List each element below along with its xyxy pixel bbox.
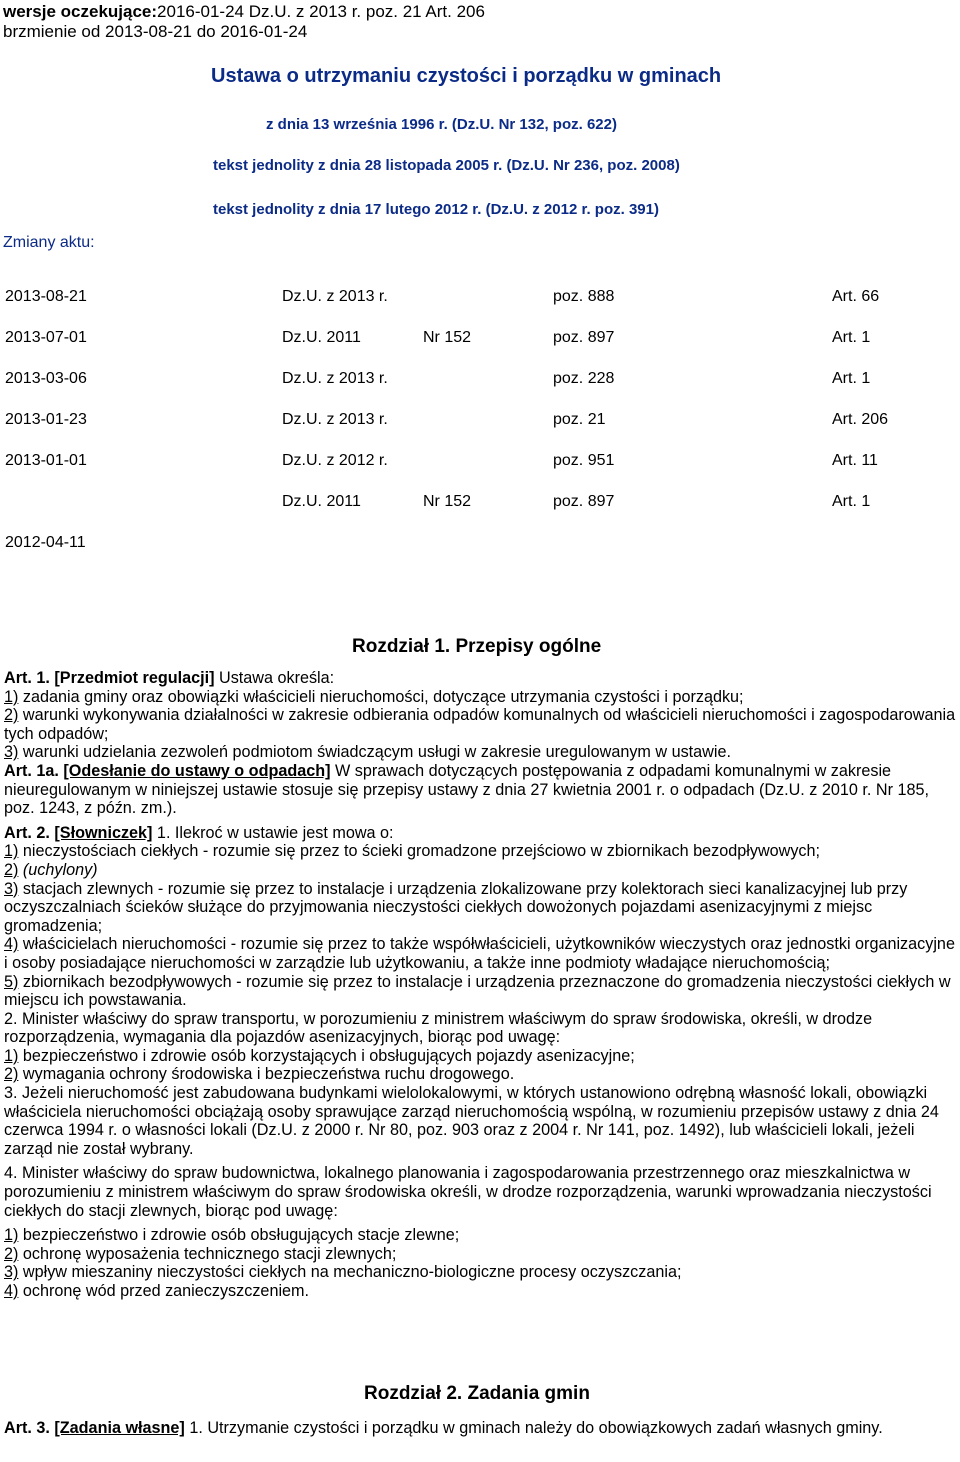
art-3-para (4, 1419, 958, 1438)
art-3-block (4, 1419, 958, 1438)
art-2-item (4, 880, 958, 936)
change-poz: poz. 21 (553, 411, 606, 428)
item-number: 2) (4, 860, 19, 879)
item-number: 1) (4, 1226, 19, 1245)
item-text: (uchylony) (18, 860, 98, 879)
chapter-2-heading: Rozdział 2. Zadania gmin (364, 1383, 590, 1404)
change-dz: Dz.U. z 2013 r. (282, 370, 388, 387)
item-number: 1) (4, 1046, 19, 1065)
subtitle-text-2012: tekst jednolity z dnia 17 lutego 2012 r. (Dz.U. z 2012 r. poz. 391) (213, 201, 659, 218)
item-text: bezpieczeństwo i zdrowie osób korzystających i obsługujących pojazdy asenizacyjne; (18, 1046, 635, 1065)
change-date: 2013-03-06 (5, 370, 87, 387)
item-text: warunki wykonywania działalności w zakresie odbierania odpadów komunalnych od właścicieli nieruchomości i zagospodarowania tych odpadów; (4, 706, 956, 743)
art-3-heading: [Zadania własne] (54, 1419, 185, 1437)
change-art: Art. 1 (832, 370, 871, 387)
art-2-intro: 1. Ilekroć w ustawie jest mowa o: (152, 823, 394, 842)
change-date: 2013-08-21 (5, 288, 87, 305)
art-2-number: Art. 2. (4, 823, 50, 842)
change-nr: Nr 152 (423, 493, 472, 510)
art-1a-number: Art. 1a. (4, 761, 59, 780)
change-dz: Dz.U. 2011 (282, 329, 361, 346)
change-poz: poz. 897 (553, 329, 615, 346)
art-2-p4-item (4, 1226, 958, 1245)
art-1a-heading: [Odesłanie do ustawy o odpadach] (63, 761, 331, 780)
subtitle-original: z dnia 13 września 1996 r. (Dz.U. Nr 132, poz. 622) (266, 116, 617, 133)
item-number: 5) (4, 972, 19, 991)
change-art: Art. 1 (832, 329, 871, 346)
change-nr: Nr 152 (423, 329, 472, 346)
change-dz: Dz.U. z 2013 r. (282, 411, 388, 428)
art-2-heading: [Słowniczek] (54, 823, 153, 842)
item-number: 1) (4, 687, 19, 706)
item-number: 4) (4, 935, 19, 954)
item-number: 3) (4, 743, 19, 762)
art-3-number: Art. 3. (4, 1419, 50, 1437)
item-text: właścicielach nieruchomości - rozumie się przez to także współwłaścicieli, użytkowników wieczystych oraz jednostki organizacyjne i osoby posiadające nieruchomości w zarządzie lub użytkowaniu, a także inne podmioty władające nieruchomością; (4, 935, 955, 972)
change-art: Art. 206 (832, 411, 889, 428)
change-poz: poz. 897 (553, 493, 615, 510)
item-text: warunki udzielania zezwoleń podmiotom świadczącym usługi w zakresie uregulowanym w ustawie. (18, 743, 731, 762)
art-2-p4-item (4, 1282, 958, 1301)
item-number: 2) (4, 1244, 19, 1263)
version-label: wersje oczekujące: (3, 2, 158, 21)
art-2-p2-item (4, 1065, 958, 1084)
item-number: 1) (4, 842, 19, 861)
art-2-p2: 2. Minister właściwy do spraw transportu, w porozumieniu z ministrem właściwym do spraw środowiska, określi, w drodze rozporządzenia, wymagania dla pojazdów asenizacyjnych, biorąc pod uwagę: (4, 1009, 873, 1047)
art-2-para (4, 824, 958, 843)
item-text: ochronę wyposażenia technicznego stacji zlewnych; (18, 1244, 397, 1263)
art-1-heading: [Przedmiot regulacji] (54, 669, 215, 687)
change-date: 2013-07-01 (5, 329, 87, 346)
item-text: zadania gminy oraz obowiązki właścicieli nieruchomości, dotyczące utrzymania czystości i porządku; (18, 687, 744, 706)
art-2-p4: 4. Minister właściwy do spraw budownictwa, lokalnego planowania i zagospodarowania przestrzennego oraz mieszkalnictwa w porozumieniu z ministrem właściwym do spraw środowiska określi, w drodze rozporządzenia, warunki wprowadzania nieczystości ciekłych do stacji zlewnych, biorąc pod uwagę: (4, 1164, 932, 1220)
item-number: 4) (4, 1282, 19, 1300)
item-text: stacjach zlewnych - rozumie się przez to instalacje i urządzenia zlokalizowane przy kolektorach sieci kanalizacyjnej lub przy oczyszczalniach ścieków służące do przyjmowania nieczystości ciekłych dowożonych pojazdami asenizacyjnymi z miejsc gromadzenia; (4, 879, 908, 935)
item-text: wymagania ochrony środowiska i bezpieczeństwa ruchu drogowego. (18, 1065, 515, 1084)
item-text: bezpieczeństwo i zdrowie osób obsługujących stacje zlewne; (18, 1226, 460, 1245)
art-1a-para (4, 762, 958, 818)
item-number: 2) (4, 1065, 19, 1084)
item-text: wpływ mieszaniny nieczystości ciekłych na mechaniczno-biologiczne procesy oczyszczania; (18, 1263, 682, 1282)
changes-label: Zmiany aktu: (3, 234, 95, 251)
change-date: 2013-01-01 (5, 452, 87, 469)
art-2-item (4, 842, 958, 861)
change-date: 2013-01-23 (5, 411, 87, 428)
subtitle-text-2005: tekst jednolity z dnia 28 listopada 2005 r. (Dz.U. Nr 236, poz. 2008) (213, 157, 680, 174)
item-number: 3) (4, 1263, 19, 1282)
change-poz: poz. 951 (553, 452, 615, 469)
item-text: ochronę wód przed zanieczyszczeniem. (18, 1282, 310, 1300)
change-poz: poz. 228 (553, 370, 615, 387)
item-text: nieczystościach ciekłych - rozumie się przez to ścieki gromadzone przejściowo w zbiornikach bezodpływowych; (18, 842, 821, 861)
item-text: zbiornikach bezodpływowych - rozumie się przez to instalacje i urządzenia przeznaczone do gromadzenia nieczystości ciekłych w miejscu ich powstawania. (4, 972, 951, 1010)
change-art: Art. 1 (832, 493, 871, 510)
change-dz: Dz.U. z 2013 r. (282, 288, 388, 305)
item-number: 2) (4, 706, 19, 725)
art-2-item (4, 973, 958, 1010)
change-dz: Dz.U. 2011 (282, 493, 361, 510)
art-1-number: Art. 1. (4, 669, 50, 687)
document-body (4, 669, 958, 1301)
version-value: 2016-01-24 Dz.U. z 2013 r. poz. 21 Art. 206 (157, 2, 485, 21)
change-art: Art. 66 (832, 288, 880, 305)
document-title: Ustawa o utrzymaniu czystości i porządku w gminach (211, 65, 722, 87)
art-1-item (4, 688, 958, 707)
change-art: Art. 11 (832, 452, 878, 469)
change-poz: poz. 888 (553, 288, 615, 305)
version-line (3, 2, 485, 22)
art-1a-text: W sprawach dotyczących postępowania z odpadami komunalnymi w zakresie nieuregulowanym w niniejszej ustawie stosuje się przepisy ustawy z dnia 27 kwietnia 2001 r. o odpadach (Dz.U. z 2010 r. Nr 185, poz. 1243, z późn. zm.). (4, 761, 929, 818)
item-number: 3) (4, 879, 19, 898)
art-2-p2-item (4, 1047, 958, 1066)
art-1-intro: Ustawa określa: (214, 669, 335, 687)
art-1-item (4, 706, 958, 743)
art-1-item (4, 743, 958, 762)
art-2-item (4, 861, 958, 880)
art-2-p3: 3. Jeżeli nieruchomość jest zabudowana budynkami wielolokalowymi, w których ustanowiono odrębną własność lokali, obowiązki właściciela nieruchomości obciążają osoby sprawujące zarząd nieruchomością wspólną, w rozumieniu przepisów ustawy z dnia 24 czerwca 1994 r. o własności lokali (Dz.U. z 2000 r. Nr 80, poz. 903 oraz z 2004 r. Nr 141, poz. 1492), lub właścicieli lokali, jeżeli zarząd nie został wybrany. (4, 1084, 939, 1158)
chapter-1-heading: Rozdział 1. Przepisy ogólne (352, 636, 602, 657)
art-2-p4-item (4, 1245, 958, 1264)
art-2-item (4, 935, 958, 972)
art-3-text: 1. Utrzymanie czystości i porządku w gminach należy do obowiązkowych zadań własnych gminy. (184, 1419, 883, 1437)
art-1-para (4, 669, 958, 688)
brzmienie-line: brzmienie od 2013-08-21 do 2016-01-24 (3, 22, 308, 41)
art-2-p4-item (4, 1263, 958, 1282)
change-dz: Dz.U. z 2012 r. (282, 452, 388, 469)
change-date: 2012-04-11 (5, 534, 86, 551)
